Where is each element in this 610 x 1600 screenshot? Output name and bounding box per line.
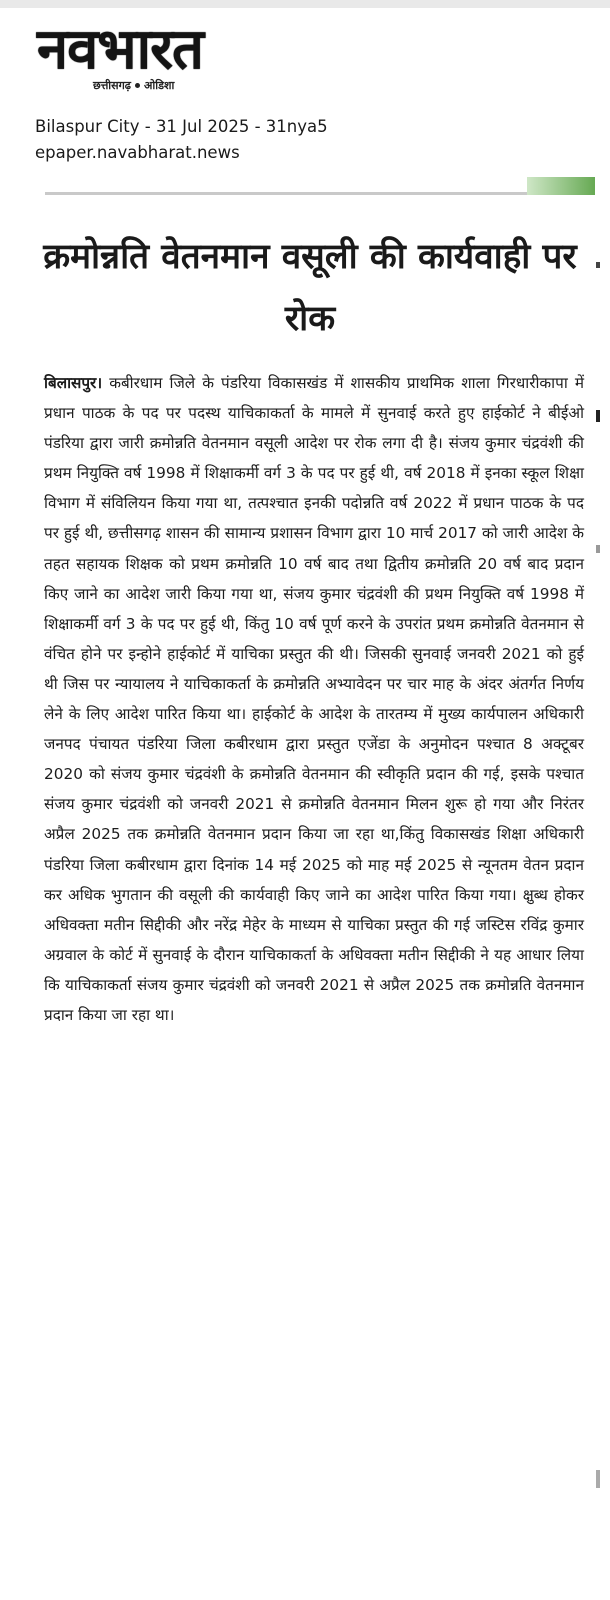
article-dateline: बिलासपुर। <box>44 374 103 392</box>
edge-mark <box>596 262 600 268</box>
section-rule <box>45 192 595 195</box>
edition-meta <box>35 114 328 166</box>
site-url: epaper.navabharat.news <box>35 143 240 162</box>
edge-mark <box>596 410 600 422</box>
section-color-tab <box>527 177 595 195</box>
newspaper-logo: नवभारत <box>37 17 203 82</box>
article-body <box>44 368 584 1030</box>
edition-line: Bilaspur City - 31 Jul 2025 - 31nya5 <box>35 117 328 136</box>
masthead <box>37 17 307 92</box>
edge-mark <box>596 545 600 553</box>
edge-mark <box>596 1470 600 1488</box>
article-text: कबीरधाम जिले के पंडरिया विकासखंड में शासकीय प्राथमिक शाला गिरधारीकापा में प्रधान पाठक के पद पर पदस्थ याचिकाकर्ता के मामले में सुनवाई करते हुए हाईकोर्ट ने बीईओ पंडरिया द्वारा जारी क्रमोन्नति वेतनमान वसूली आदेश पर रोक लगा दी है। संजय कुमार चंद्रवंशी की प्रथम नियुक्ति वर्ष 1998 में शिक्षाकर्मी वर्ग 3 के पद पर हुई थी, वर्ष 2018 में इनका स्कूल शिक्षा विभाग में संविलियन किया गया था, तत्पश्चात इनकी पदोन्नति वर्ष 2022 में प्रधान पाठक के पद पर हुई थी, छत्तीसगढ़ शासन की सामान्य प्रशासन विभाग द्वारा 10 मार्च 2017 को जारी आदेश के तहत सहायक शिक्षक को प्रथम क्रमोन्नति 10 वर्ष बाद तथा द्वितीय क्रमोन्नति 20 वर्ष बाद प्रदान किए जाने का आदेश जारी किया गया था, संजय कुमार चंद्रवंशी की प्रथम नियुक्ति वर्ष 1998 में शिक्षाकर्मी वर्ग 3 के पद पर हुई थी, किंतु 10 वर्ष पूर्ण करने के उपरांत प्रथम क्रमोन्नति वेतनमान से वंचित होने पर इन्होने हाईकोर्ट में याचिका प्रस्तुत की थी। जिसकी सुनवाई जनवरी 2021 को हुई थी जिस पर न्यायालय ने याचिकाकर्ता के क्रमोन्नति अभ्यावेदन पर चार माह के अंदर अंतर्गत निर्णय लेने के लिए आदेश पारित किया था। हाईकोर्ट के आदेश के तारतम्य में मुख्य कार्यपालन अधिकारी जनपद पंचायत पंडरिया जिला कबीरधाम द्वारा प्रस्तुत एजेंडा के अनुमोदन पश्चात 8 अक्टूबर 2020 को संजय कुमार चंद्रवंशी के क्रमोन्नति वेतनमान की स्वीकृति प्रदान की गई, इसके पश्चात संजय कुमार चंद्रवंशी को जनवरी 2021 से क्रमोन्नति वेतनमान मिलन शुरू हो गया और निरंतर अप्रैल 2025 तक क्रमोन्नति वेतनमान प्रदान किया जा रहा था,किंतु विकासखंड शिक्षा अधिकारी पंडरिया जिला कबीरधाम द्वारा दिनांक 14 मई 2025 को माह मई 2025 से न्यूनतम वेतन प्रदान कर अधिक भुगतान की वसूली की कार्यवाही किए जाने का आदेश पारित किया गया। क्षुब्ध होकर अधिवक्ता मतीन सिद्दीकी और नरेंद्र मेहेर के माध्यम से याचिका प्रस्तुत की गई जस्टिस रविंद्र कुमार अग्रवाल के कोर्ट में सुनवाई के दौरान याचिकाकर्ता के अधिवक्ता मतीन सिद्दीकी ने यह आधार लिया कि याचिकाकर्ता संजय कुमार चंद्रवंशी को जनवरी 2021 से अप्रैल 2025 तक क्रमोन्नति वेतनमान प्रदान किया जा रहा था। <box>44 374 584 1024</box>
article-headline: क्रमोन्नति वेतनमान वसूली की कार्यवाही पर रोक <box>43 237 577 339</box>
region-right: ओडिशा <box>143 79 175 92</box>
region-left: छत्तीसगढ़ <box>93 79 131 92</box>
logo-regions <box>93 78 174 93</box>
bullet-icon <box>135 83 140 88</box>
top-rule <box>0 0 610 8</box>
